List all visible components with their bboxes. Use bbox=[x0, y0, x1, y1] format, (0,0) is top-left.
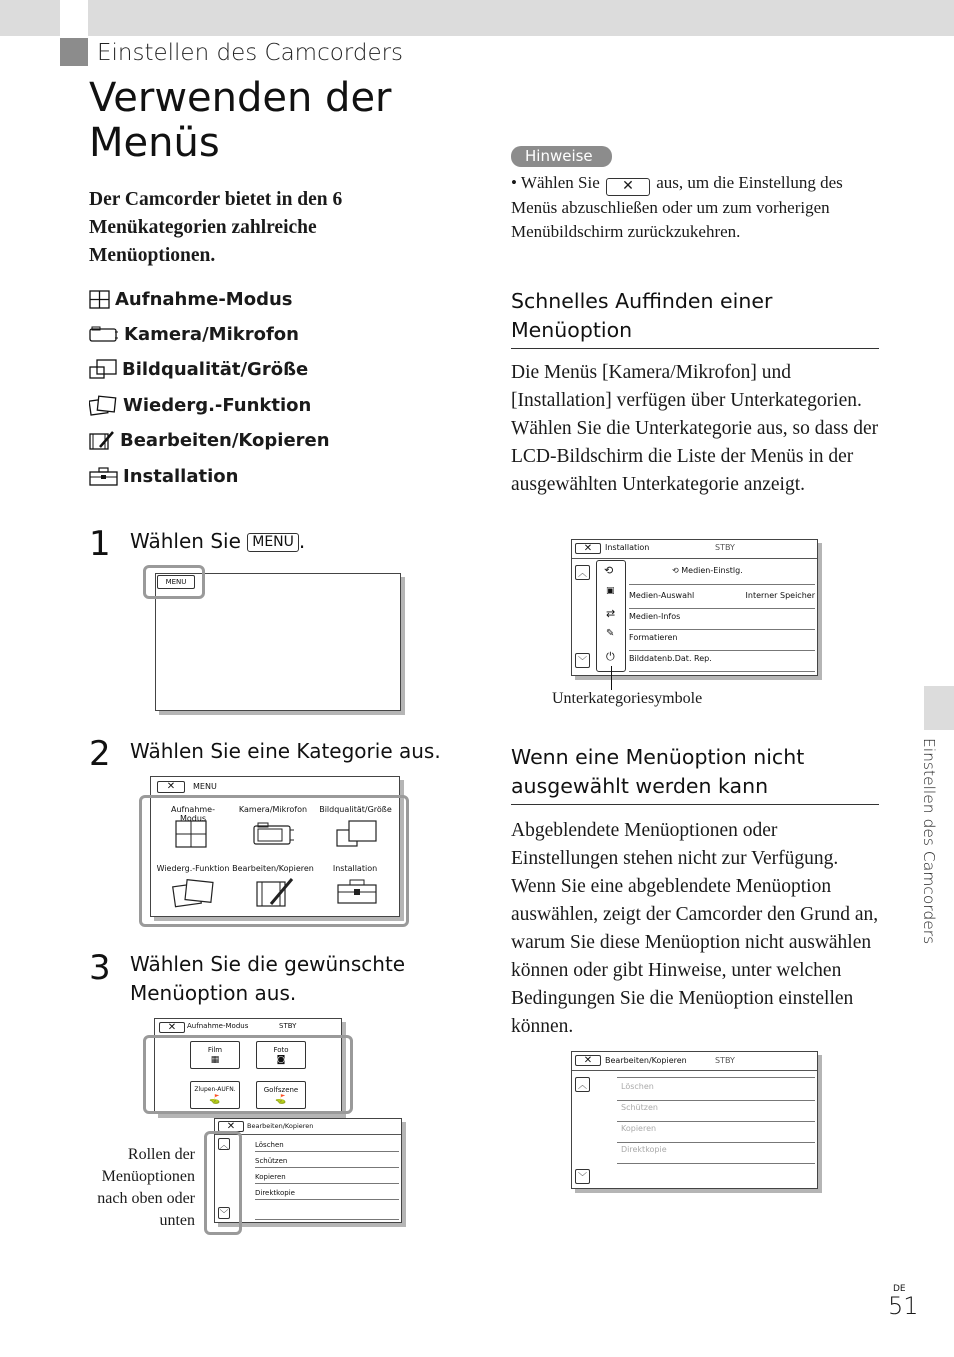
category-wiederg bbox=[89, 391, 311, 419]
playback-settings-icon[interactable]: ▣ bbox=[606, 586, 615, 596]
intro-text: Der Camcorder bietet in den 6 Menükategorien zahlreiche Menüoptionen. bbox=[89, 189, 343, 266]
caption-pointer bbox=[611, 666, 612, 690]
page-number: 51 bbox=[888, 1292, 919, 1320]
tile-golfszene[interactable]: Golfszene ⛳ bbox=[256, 1081, 306, 1109]
category-bildqualitaet bbox=[89, 355, 308, 383]
close-button[interactable]: ✕ bbox=[218, 1121, 244, 1132]
menu-row[interactable]: Medien-Auswahl Interner Speicher bbox=[629, 591, 815, 609]
status-text: STBY bbox=[715, 1056, 735, 1065]
scroll-down-button[interactable]: ﹀ bbox=[575, 653, 590, 668]
category-kamera-mikrofon bbox=[89, 320, 299, 348]
disabled-menu-row[interactable]: Löschen bbox=[617, 1082, 815, 1101]
status-text: STBY bbox=[715, 543, 735, 552]
category-label: Wiederg.-Funktion bbox=[123, 394, 312, 416]
grid-icon bbox=[89, 290, 110, 309]
side-tab-label: Einstellen des Camcorders bbox=[920, 738, 938, 945]
media-settings-icon[interactable]: ⟲ bbox=[604, 564, 614, 577]
screen-title: Bearbeiten/Kopieren bbox=[247, 1122, 314, 1130]
status-text: STBY bbox=[279, 1022, 297, 1030]
tile-film[interactable]: Film ▦ bbox=[190, 1041, 240, 1069]
edit-copy-screen bbox=[571, 1051, 818, 1189]
list-item[interactable]: Schützen bbox=[255, 1157, 399, 1168]
subcategory-header: ⟲ Medien-Einstlg. bbox=[672, 566, 743, 575]
category-label: Installation bbox=[123, 465, 239, 487]
step-1-text: Wählen Sie MENU . bbox=[130, 529, 306, 553]
unavailable-body: Abgeblendete Menüoptionen oder Einstellungen stehen nicht zur Verfügung. Wenn Sie eine abgeblendete Menüoption auswählen, zeigt der Camcorder den Grund an, warum Sie diese Menüoption nicht auswählen können oder gibt Hinweise, unter welchen Bedingungen Sie die Menüoption einstellen können. bbox=[511, 820, 879, 1037]
disabled-menu-row[interactable]: Schützen bbox=[617, 1103, 815, 1122]
scroll-down-button[interactable]: ﹀ bbox=[219, 1208, 229, 1219]
section-marker bbox=[60, 38, 88, 66]
menu-row[interactable]: Bilddatenb.Dat. Rep. bbox=[629, 654, 815, 672]
close-button[interactable]: ✕ bbox=[575, 543, 601, 554]
category-cell-label[interactable]: Bearbeiten/Kopieren bbox=[232, 864, 314, 873]
scroll-caption: Rollen der Menüoptionen nach oben oder unten bbox=[97, 1146, 195, 1229]
image-size-icon bbox=[336, 820, 378, 848]
installation-screen bbox=[571, 539, 818, 676]
section-title: Einstellen des Camcorders bbox=[97, 40, 404, 66]
screen-title: MENU bbox=[193, 782, 217, 791]
step-3-text: Wählen Sie die gewünschte Menüoption aus. bbox=[130, 952, 406, 1005]
camera-icon: ◙ bbox=[276, 1055, 286, 1065]
close-button[interactable]: ✕ bbox=[159, 1022, 185, 1033]
category-label: Bearbeiten/Kopieren bbox=[120, 429, 330, 451]
category-bearbeiten bbox=[89, 426, 330, 454]
category-cell-label[interactable]: Wiederg.-Funktion bbox=[156, 864, 230, 873]
wrench-icon[interactable]: ✎ bbox=[606, 628, 615, 639]
menu-row[interactable]: Medien-Infos bbox=[629, 612, 815, 630]
header-band bbox=[0, 0, 954, 36]
list-item[interactable]: Löschen bbox=[255, 1141, 399, 1152]
category-label: Kamera/Mikrofon bbox=[124, 323, 299, 345]
side-tab bbox=[924, 686, 954, 730]
grid-icon bbox=[175, 820, 207, 848]
header-gap bbox=[60, 0, 88, 36]
toolbox-icon bbox=[337, 879, 377, 905]
category-cell-label[interactable]: Installation bbox=[332, 864, 378, 873]
tile-foto[interactable]: Foto ◙ bbox=[256, 1041, 306, 1069]
scroll-up-button[interactable]: ︿ bbox=[575, 1077, 590, 1092]
power-icon[interactable]: ⏻ bbox=[606, 650, 615, 663]
scroll-down-button[interactable]: ﹀ bbox=[575, 1169, 590, 1184]
quick-find-body: Die Menüs [Kamera/Mikrofon] und [Installation] verfügen über Unterkategorien. Wählen Sie die Unterkategorie aus, so dass der LCD-Bildschirm die Liste der Menüs in der ausgewählten Unterkategorie anzeigt. bbox=[511, 362, 879, 495]
category-installation bbox=[89, 462, 238, 490]
close-button[interactable]: ✕ bbox=[575, 1055, 601, 1066]
scroll-up-button[interactable]: ︿ bbox=[575, 565, 590, 580]
connection-icon[interactable]: ⇄ bbox=[606, 607, 616, 620]
menu-row[interactable]: Formatieren bbox=[629, 633, 815, 651]
playback-icon bbox=[172, 877, 216, 909]
disabled-menu-row[interactable]: Direktkopie bbox=[617, 1145, 815, 1164]
image-size-icon bbox=[89, 359, 117, 379]
step-number: 1 bbox=[89, 524, 111, 564]
screen-title: Installation bbox=[605, 543, 650, 552]
bullet: • bbox=[511, 173, 517, 192]
menu-key: MENU bbox=[247, 533, 299, 552]
category-cell-label[interactable]: Kamera/Mikrofon bbox=[238, 805, 308, 814]
disabled-menu-row[interactable]: Kopieren bbox=[617, 1124, 815, 1143]
close-key: ✕ bbox=[606, 178, 650, 196]
category-label: Aufnahme-Modus bbox=[115, 288, 293, 310]
step-number: 3 bbox=[89, 948, 111, 988]
category-cell-label[interactable]: Bildqualität/Größe bbox=[319, 805, 392, 814]
golfer-icon: ⛳ bbox=[275, 1095, 287, 1105]
media-settings-icon: ⟲ bbox=[672, 566, 679, 575]
close-button[interactable]: ✕ bbox=[157, 781, 185, 793]
step-number: 2 bbox=[89, 734, 111, 774]
scroll-up-button[interactable]: ︿ bbox=[219, 1139, 229, 1150]
tiles-highlight bbox=[143, 1035, 353, 1114]
screen-title: Bearbeiten/Kopieren bbox=[605, 1056, 687, 1065]
unavailable-heading: Wenn eine Menüoption nicht ausgewählt werden kann bbox=[511, 743, 879, 805]
category-aufnahme-modus bbox=[89, 285, 292, 313]
list-item[interactable]: Direktkopie bbox=[255, 1189, 399, 1200]
menu-button[interactable]: MENU bbox=[157, 575, 195, 589]
category-cell-label[interactable]: Aufnahme-Modus bbox=[170, 805, 215, 823]
camera-icon bbox=[253, 822, 295, 846]
note-item: • Wählen Sie ✕ aus, um die Einstellung des Menüs abzuschließen oder um zum vorherigen Menübildschirm zurückzukehren. bbox=[511, 173, 843, 241]
step-2-text: Wählen Sie eine Kategorie aus. bbox=[130, 739, 441, 763]
toolbox-icon bbox=[89, 467, 118, 486]
film-icon: ▦ bbox=[210, 1055, 220, 1065]
camera-icon bbox=[89, 326, 119, 343]
playback-icon bbox=[89, 395, 118, 416]
notes-badge: Hinweise bbox=[511, 146, 612, 167]
screen-title: Aufnahme-Modus bbox=[187, 1022, 249, 1030]
scroll-highlight bbox=[204, 1131, 242, 1235]
category-label: Bildqualität/Größe bbox=[122, 358, 309, 380]
edit-copy-icon bbox=[255, 876, 295, 908]
quick-find-heading: Schnelles Auffinden einer Menüoption bbox=[511, 287, 879, 349]
edit-copy-icon bbox=[89, 430, 115, 450]
subcategory-caption: Unterkategoriesymbole bbox=[552, 690, 703, 707]
page-title: Verwenden der Menüs bbox=[89, 75, 392, 166]
step3-list-screen bbox=[214, 1118, 402, 1223]
tile-zlupen[interactable]: Zlupen-AUFN. ⛳ bbox=[190, 1081, 240, 1109]
language-code: DE bbox=[893, 1284, 906, 1294]
list-item[interactable]: Kopieren bbox=[255, 1173, 399, 1184]
golfer-icon: ⛳ bbox=[209, 1095, 221, 1105]
